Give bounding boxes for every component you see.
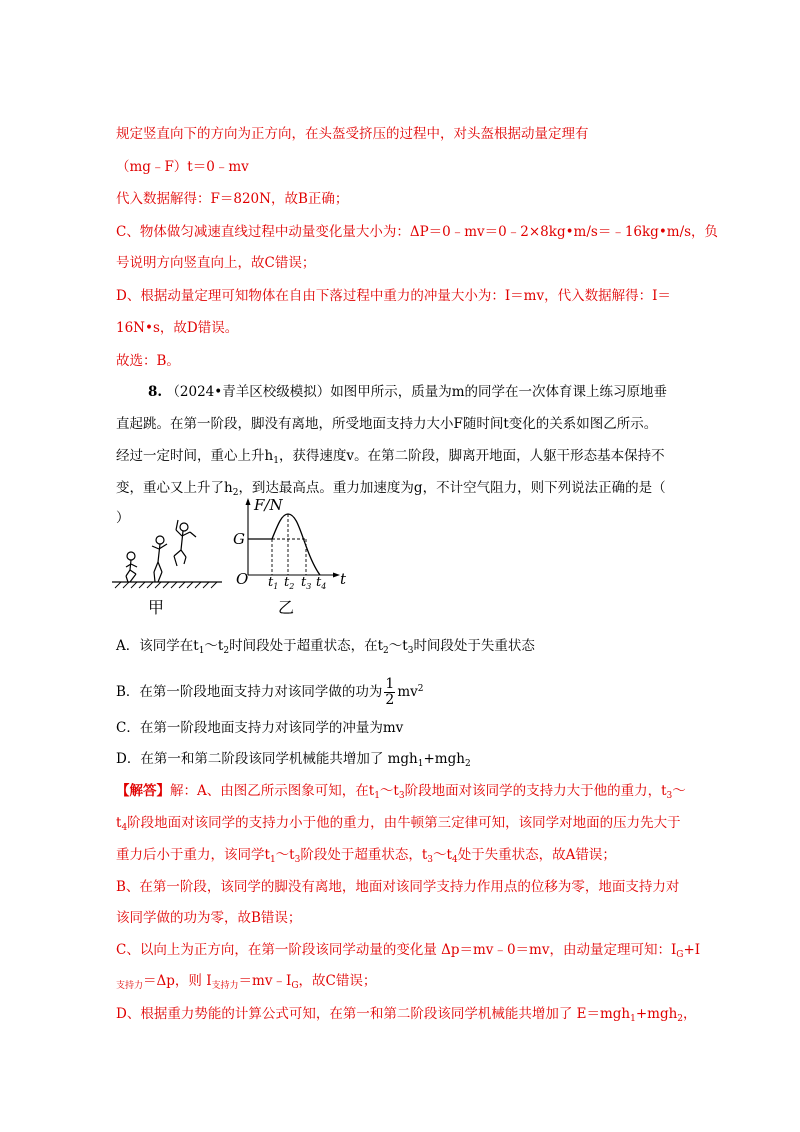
tick-t3: $t_3$ — [301, 575, 312, 591]
force-curve — [248, 514, 320, 575]
stick-figures-diagram — [112, 520, 222, 588]
option-d: D．在第一和第二阶段该同学机械能共增加了 mgh$_1$+mgh$_2$ — [116, 751, 471, 769]
solution-line-5: 该同学做的功为零，故B错误； — [116, 910, 302, 926]
ground-hatch — [115, 582, 217, 588]
solution-line-3: 重力后小于重力，该同学$t_1\sim t_3$阶段处于超重状态，$t_3\sim t_4$处于失重状态，故A错误； — [116, 847, 616, 865]
tick-t2: $t_2$ — [284, 575, 295, 591]
solution-line-7: $_{支持力}$＝Δp，则 $I_{支持力}=mv﹣I_G$，故C错误； — [116, 973, 377, 991]
fraction-one-half: $\frac{1}{2}$ — [385, 676, 395, 708]
question-line-5: ） — [116, 510, 130, 526]
solution-line-2: $t_4$阶段地面对该同学的支持力小于他的重力，由牛顿第三定律可知，该同学对地面的压力先大于 — [116, 815, 681, 833]
figure-label-yi: 乙 — [278, 598, 295, 617]
option-a: A．该同学在$t_1\sim t_2$时间段处于超重状态，在$t_2\sim t_3$时间段处于失重状态 — [116, 638, 535, 656]
prev-solution-line-4: C、物体做匀减速直线过程中动量变化量大小为：ΔP＝0﹣mv＝0﹣2×8kg•m/s＝﹣16kg•m/s，负 — [116, 224, 719, 240]
solution-line-1: 【解答】解：A、由图乙所示图象可知，在$t_1\sim t_3$阶段地面对该同学的支持力大于他的重力，$t_3\sim$ — [116, 783, 686, 801]
g-label: G — [233, 530, 245, 548]
origin-label: O — [236, 570, 249, 588]
y-axis-label: F/N — [254, 496, 283, 514]
figure-airborne — [174, 520, 196, 566]
option-c: C．在第一阶段地面支持力对该同学的冲量为mv — [116, 720, 404, 736]
figure-takeoff — [152, 536, 167, 582]
option-b: B．在第一阶段地面支持力对该同学做的功为 $\frac{1}{2}$ $mv^2$ — [116, 676, 424, 708]
prev-solution-line-7: 16N•s，故D错误。 — [116, 320, 239, 336]
question-line-2: 直起跳。在第一阶段，脚没有离地，所受地面支持力大小F随时间t变化的关系如图乙所示。 — [116, 416, 658, 432]
question-line-4: 变，重心又上升了$h_2$，到达最高点。重力加速度为g，不计空气阻力，则下列说法正确的是（ — [116, 480, 666, 498]
question-line-1: 8. （2024•青羊区校级模拟）如图甲所示，质量为m的同学在一次体育课上练习原地垂 — [148, 384, 668, 400]
prev-solution-line-8: 故选：B。 — [116, 353, 180, 369]
figure-crouch — [126, 552, 137, 582]
solution-line-4: B、在第一阶段，该同学的脚没有离地，地面对该同学支持力作用点的位移为零，地面支持力对 — [116, 879, 680, 895]
dashed-guides — [272, 514, 306, 575]
t-axis-label: t — [340, 570, 347, 588]
figure-label-jia: 甲 — [148, 598, 165, 617]
prev-solution-line-2: （mg﹣F）t＝0﹣mv — [116, 159, 249, 175]
prev-solution-line-1: 规定竖直向下的方向为正方向，在头盔受挤压的过程中，对头盔根据动量定理有 — [116, 126, 589, 142]
question-number: 8. — [148, 384, 163, 400]
x-axis-arrow — [333, 573, 340, 578]
prev-solution-line-3: 代入数据解得：F＝820N，故B正确； — [116, 191, 349, 207]
solution-tag: 【解答】 — [116, 783, 170, 799]
y-axis-arrow — [246, 498, 251, 505]
prev-solution-line-6: D、根据动量定理可知物体在自由下落过程中重力的冲量大小为：I＝mv，代入数据解得：I＝ — [116, 288, 671, 304]
tick-t4: $t_4$ — [316, 575, 327, 591]
solution-line-8: D、根据重力势能的计算公式可知，在第一和第二阶段该同学机械能共增加了 E＝mgh$_1$+mgh$_2$， — [116, 1006, 697, 1024]
solution-line-6: C、以向上为正方向，在第一阶段该同学动量的变化量 Δp＝mv﹣0＝mv，由动量定理可知：$I_G+I$ — [116, 942, 701, 960]
figure — [112, 494, 362, 616]
question-line-3: 经过一定时间，重心上升$h_1$，获得速度v。在第二阶段，脚离开地面，人躯干形态基本保持不 — [116, 448, 665, 466]
tick-t1: $t_1$ — [268, 575, 279, 591]
prev-solution-line-5: 号说明方向竖直向上，故C错误； — [116, 255, 316, 271]
